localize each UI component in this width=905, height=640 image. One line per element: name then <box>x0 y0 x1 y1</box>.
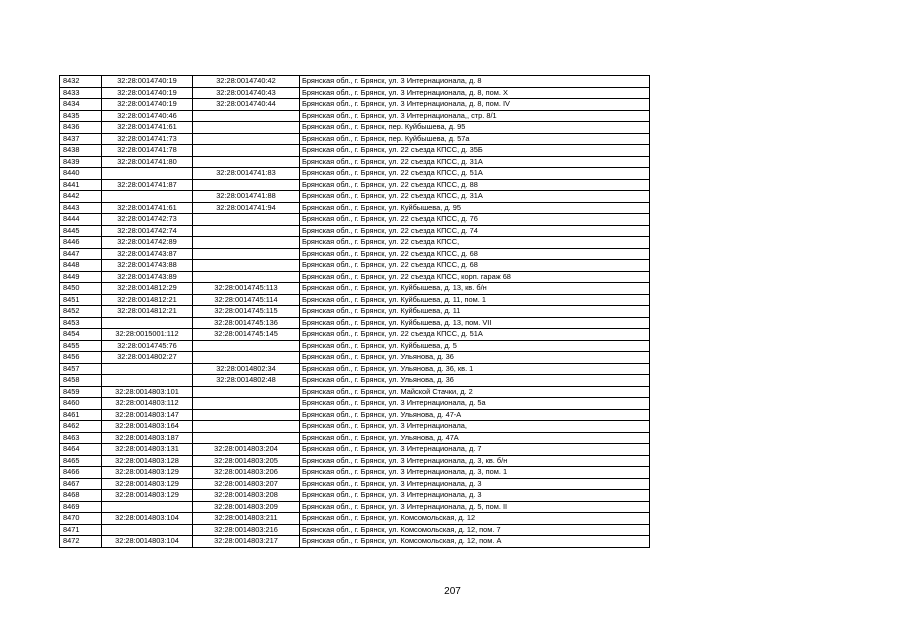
address-cell: Брянская обл., г. Брянск, ул. Комсомольская, д. 12, пом. 7 <box>300 524 650 536</box>
address-cell: Брянская обл., г. Брянск, ул. Ульянова, д. 36 <box>300 352 650 364</box>
cadastral-number-cell: 32:28:0014745:76 <box>102 340 193 352</box>
table-row <box>60 398 650 410</box>
cadastral-number-cell <box>102 317 193 329</box>
cadastral-object-cell <box>193 133 300 145</box>
cadastral-object-cell <box>193 260 300 272</box>
cadastral-object-cell: 32:28:0014741:83 <box>193 168 300 180</box>
row-number-cell: 8461 <box>60 409 102 421</box>
cadastral-number-cell: 32:28:0014802:27 <box>102 352 193 364</box>
address-cell: Брянская обл., г. Брянск, ул. Куйбышева, д. 11, пом. 1 <box>300 294 650 306</box>
page-number: 207 <box>444 586 461 597</box>
row-number-cell: 8465 <box>60 455 102 467</box>
cadastral-number-cell: 32:28:0014803:129 <box>102 478 193 490</box>
address-cell: Брянская обл., г. Брянск, ул. 22 съезда КПСС, корп. гараж 68 <box>300 271 650 283</box>
address-cell: Брянская обл., г. Брянск, ул. 22 съезда КПСС, д. 31А <box>300 156 650 168</box>
address-cell: Брянская обл., г. Брянск, ул. Ульянова, д. 36, кв. 1 <box>300 363 650 375</box>
cadastral-number-cell: 32:28:0014740:19 <box>102 87 193 99</box>
address-cell: Брянская обл., г. Брянск, ул. 22 съезда КПСС, д. 74 <box>300 225 650 237</box>
cadastral-number-cell: 32:28:0014740:19 <box>102 99 193 111</box>
cadastral-object-cell <box>193 352 300 364</box>
address-cell: Брянская обл., г. Брянск, ул. 3 Интернационала, д. 7 <box>300 444 650 456</box>
table-row <box>60 467 650 479</box>
cadastral-object-cell: 32:28:0014803:211 <box>193 513 300 525</box>
cadastral-object-cell: 32:28:0014741:88 <box>193 191 300 203</box>
row-number-cell: 8439 <box>60 156 102 168</box>
cadastral-number-cell <box>102 363 193 375</box>
cadastral-object-cell: 32:28:0014803:207 <box>193 478 300 490</box>
row-number-cell: 8451 <box>60 294 102 306</box>
address-cell: Брянская обл., г. Брянск, ул. 22 съезда КПСС, д. 88 <box>300 179 650 191</box>
cadastral-object-cell <box>193 340 300 352</box>
cadastral-object-cell <box>193 225 300 237</box>
cadastral-number-cell <box>102 168 193 180</box>
table-row <box>60 409 650 421</box>
row-number-cell: 8468 <box>60 490 102 502</box>
row-number-cell: 8436 <box>60 122 102 134</box>
property-register-table <box>59 75 650 548</box>
row-number-cell: 8450 <box>60 283 102 295</box>
cadastral-number-cell: 32:28:0014812:21 <box>102 294 193 306</box>
cadastral-number-cell: 32:28:0014740:46 <box>102 110 193 122</box>
address-cell: Брянская обл., г. Брянск, ул. Ульянова, д. 47А <box>300 432 650 444</box>
row-number-cell: 8471 <box>60 524 102 536</box>
address-cell: Брянская обл., г. Брянск, ул. Куйбышева, д. 95 <box>300 202 650 214</box>
cadastral-number-cell: 32:28:0014803:112 <box>102 398 193 410</box>
cadastral-object-cell: 32:28:0014803:204 <box>193 444 300 456</box>
table-row <box>60 145 650 157</box>
row-number-cell: 8458 <box>60 375 102 387</box>
row-number-cell: 8447 <box>60 248 102 260</box>
cadastral-object-cell: 32:28:0014745:136 <box>193 317 300 329</box>
cadastral-object-cell: 32:28:0014745:114 <box>193 294 300 306</box>
row-number-cell: 8466 <box>60 467 102 479</box>
table-row <box>60 248 650 260</box>
address-cell: Брянская обл., г. Брянск, ул. Ульянова, д. 36 <box>300 375 650 387</box>
cadastral-object-cell: 32:28:0014803:216 <box>193 524 300 536</box>
table-row <box>60 375 650 387</box>
table-row <box>60 501 650 513</box>
cadastral-object-cell: 32:28:0014741:94 <box>193 202 300 214</box>
row-number-cell: 8433 <box>60 87 102 99</box>
cadastral-object-cell: 32:28:0014803:217 <box>193 536 300 548</box>
cadastral-number-cell: 32:28:0014803:101 <box>102 386 193 398</box>
address-cell: Брянская обл., г. Брянск, ул. 22 съезда КПСС, д. 68 <box>300 260 650 272</box>
row-number-cell: 8442 <box>60 191 102 203</box>
row-number-cell: 8441 <box>60 179 102 191</box>
cadastral-object-cell: 32:28:0014803:205 <box>193 455 300 467</box>
row-number-cell: 8455 <box>60 340 102 352</box>
address-cell: Брянская обл., г. Брянск, ул. 3 Интернационала, д. 3 <box>300 490 650 502</box>
cadastral-object-cell: 32:28:0014740:43 <box>193 87 300 99</box>
row-number-cell: 8454 <box>60 329 102 341</box>
table-row <box>60 156 650 168</box>
cadastral-object-cell <box>193 386 300 398</box>
address-cell: Брянская обл., г. Брянск, ул. 22 съезда КПСС, д. 76 <box>300 214 650 226</box>
cadastral-object-cell <box>193 214 300 226</box>
table-row <box>60 317 650 329</box>
cadastral-number-cell: 32:28:0014803:129 <box>102 490 193 502</box>
cadastral-number-cell: 32:28:0014741:61 <box>102 122 193 134</box>
address-cell: Брянская обл., г. Брянск, ул. 22 съезда КПСС, д. 51А <box>300 168 650 180</box>
table-row <box>60 421 650 433</box>
cadastral-object-cell <box>193 248 300 260</box>
table-row <box>60 513 650 525</box>
address-cell: Брянская обл., г. Брянск, пер. Куйбышева, д. 57а <box>300 133 650 145</box>
row-number-cell: 8459 <box>60 386 102 398</box>
cadastral-object-cell <box>193 421 300 433</box>
row-number-cell: 8456 <box>60 352 102 364</box>
cadastral-number-cell <box>102 191 193 203</box>
cadastral-number-cell: 32:28:0014741:78 <box>102 145 193 157</box>
cadastral-number-cell: 32:28:0014741:61 <box>102 202 193 214</box>
address-cell: Брянская обл., г. Брянск, ул. 22 съезда КПСС, д. 31А <box>300 191 650 203</box>
table-row <box>60 191 650 203</box>
address-cell: Брянская обл., г. Брянск, ул. 22 съезда КПСС, д. 68 <box>300 248 650 260</box>
table-row <box>60 271 650 283</box>
row-number-cell: 8467 <box>60 478 102 490</box>
cadastral-number-cell: 32:28:0014741:80 <box>102 156 193 168</box>
row-number-cell: 8437 <box>60 133 102 145</box>
address-cell: Брянская обл., г. Брянск, ул. Куйбышева, д. 11 <box>300 306 650 318</box>
cadastral-number-cell: 32:28:0014803:164 <box>102 421 193 433</box>
cadastral-number-cell: 32:28:0014803:128 <box>102 455 193 467</box>
table-body <box>60 76 650 548</box>
table-row <box>60 133 650 145</box>
cadastral-object-cell: 32:28:0014745:115 <box>193 306 300 318</box>
address-cell: Брянская обл., г. Брянск, ул. Куйбышева, д. 5 <box>300 340 650 352</box>
table-row <box>60 386 650 398</box>
cadastral-number-cell: 32:28:0014743:89 <box>102 271 193 283</box>
table-row <box>60 214 650 226</box>
address-cell: Брянская обл., г. Брянск, ул. 3 Интернационала, д. 3, пом. 1 <box>300 467 650 479</box>
table-row <box>60 260 650 272</box>
cadastral-object-cell <box>193 271 300 283</box>
table-row <box>60 306 650 318</box>
cadastral-number-cell: 32:28:0014742:73 <box>102 214 193 226</box>
address-cell: Брянская обл., г. Брянск, ул. 3 Интернационала, д. 5, пом. II <box>300 501 650 513</box>
table-row <box>60 283 650 295</box>
row-number-cell: 8453 <box>60 317 102 329</box>
row-number-cell: 8444 <box>60 214 102 226</box>
address-cell: Брянская обл., г. Брянск, ул. Ульянова, д. 47-А <box>300 409 650 421</box>
cadastral-number-cell: 32:28:0014803:104 <box>102 513 193 525</box>
cadastral-object-cell <box>193 110 300 122</box>
address-cell: Брянская обл., г. Брянск, ул. 3 Интернационала, д. 3 <box>300 478 650 490</box>
table-row <box>60 536 650 548</box>
address-cell: Брянская обл., г. Брянск, ул. 3 Интернационала, д. 8, пом. X <box>300 87 650 99</box>
table-row <box>60 363 650 375</box>
table-row <box>60 110 650 122</box>
cadastral-number-cell: 32:28:0014803:104 <box>102 536 193 548</box>
row-number-cell: 8469 <box>60 501 102 513</box>
row-number-cell: 8435 <box>60 110 102 122</box>
address-cell: Брянская обл., г. Брянск, ул. Комсомольская, д. 12, пом. А <box>300 536 650 548</box>
cadastral-number-cell: 32:28:0014740:19 <box>102 76 193 88</box>
table-row <box>60 329 650 341</box>
address-cell: Брянская обл., г. Брянск, ул. Майской Стачки, д. 2 <box>300 386 650 398</box>
cadastral-object-cell <box>193 156 300 168</box>
row-number-cell: 8449 <box>60 271 102 283</box>
table-row <box>60 478 650 490</box>
cadastral-number-cell: 32:28:0014741:87 <box>102 179 193 191</box>
table-row <box>60 122 650 134</box>
table-row <box>60 202 650 214</box>
address-cell: Брянская обл., г. Брянск, ул. 3 Интернационала, <box>300 421 650 433</box>
row-number-cell: 8457 <box>60 363 102 375</box>
cadastral-number-cell: 32:28:0014803:147 <box>102 409 193 421</box>
cadastral-object-cell <box>193 145 300 157</box>
cadastral-number-cell: 32:28:0014742:74 <box>102 225 193 237</box>
row-number-cell: 8452 <box>60 306 102 318</box>
address-cell: Брянская обл., г. Брянск, ул. 22 съезда КПСС, д. 51А <box>300 329 650 341</box>
row-number-cell: 8446 <box>60 237 102 249</box>
row-number-cell: 8462 <box>60 421 102 433</box>
table-row <box>60 168 650 180</box>
address-cell: Брянская обл., г. Брянск, ул. 3 Интернационала, д. 8, пом. IV <box>300 99 650 111</box>
row-number-cell: 8443 <box>60 202 102 214</box>
cadastral-object-cell: 32:28:0014803:209 <box>193 501 300 513</box>
table-row <box>60 490 650 502</box>
cadastral-object-cell <box>193 398 300 410</box>
address-cell: Брянская обл., г. Брянск, ул. 3 Интернационала, д. 3, кв. б/н <box>300 455 650 467</box>
row-number-cell: 8472 <box>60 536 102 548</box>
cadastral-number-cell: 32:28:0014742:89 <box>102 237 193 249</box>
row-number-cell: 8445 <box>60 225 102 237</box>
cadastral-number-cell: 32:28:0014812:29 <box>102 283 193 295</box>
cadastral-number-cell <box>102 375 193 387</box>
table-row <box>60 294 650 306</box>
row-number-cell: 8432 <box>60 76 102 88</box>
row-number-cell: 8440 <box>60 168 102 180</box>
cadastral-object-cell: 32:28:0014740:42 <box>193 76 300 88</box>
row-number-cell: 8438 <box>60 145 102 157</box>
address-cell: Брянская обл., г. Брянск, ул. 3 Интернационала, д. 8 <box>300 76 650 88</box>
address-cell: Брянская обл., г. Брянск, ул. Комсомольская, д. 12 <box>300 513 650 525</box>
cadastral-number-cell: 32:28:0014803:187 <box>102 432 193 444</box>
row-number-cell: 8463 <box>60 432 102 444</box>
row-number-cell: 8434 <box>60 99 102 111</box>
address-cell: Брянская обл., г. Брянск, ул. Куйбышева, д. 13, кв. б/н <box>300 283 650 295</box>
table-row <box>60 237 650 249</box>
cadastral-object-cell: 32:28:0014740:44 <box>193 99 300 111</box>
cadastral-object-cell <box>193 122 300 134</box>
row-number-cell: 8464 <box>60 444 102 456</box>
table-row <box>60 340 650 352</box>
cadastral-number-cell: 32:28:0014812:21 <box>102 306 193 318</box>
row-number-cell: 8460 <box>60 398 102 410</box>
cadastral-number-cell: 32:28:0014803:131 <box>102 444 193 456</box>
cadastral-object-cell <box>193 179 300 191</box>
address-cell: Брянская обл., г. Брянск, ул. 3 Интернационала,, стр. 8/1 <box>300 110 650 122</box>
cadastral-object-cell: 32:28:0014803:208 <box>193 490 300 502</box>
table-row <box>60 76 650 88</box>
table-row <box>60 225 650 237</box>
table-row <box>60 524 650 536</box>
cadastral-object-cell: 32:28:0014802:34 <box>193 363 300 375</box>
address-cell: Брянская обл., г. Брянск, ул. 22 съезда КПСС, <box>300 237 650 249</box>
cadastral-number-cell: 32:28:0014743:87 <box>102 248 193 260</box>
table-row <box>60 87 650 99</box>
cadastral-object-cell: 32:28:0014745:113 <box>193 283 300 295</box>
cadastral-number-cell <box>102 501 193 513</box>
cadastral-object-cell <box>193 237 300 249</box>
cadastral-object-cell: 32:28:0014745:145 <box>193 329 300 341</box>
cadastral-number-cell: 32:28:0014741:73 <box>102 133 193 145</box>
address-cell: Брянская обл., г. Брянск, ул. Куйбышева, д. 13, пом. VII <box>300 317 650 329</box>
table-row <box>60 99 650 111</box>
cadastral-object-cell: 32:28:0014802:48 <box>193 375 300 387</box>
table-row <box>60 352 650 364</box>
table-row <box>60 432 650 444</box>
cadastral-object-cell: 32:28:0014803:206 <box>193 467 300 479</box>
address-cell: Брянская обл., г. Брянск, ул. 3 Интернационала, д. 5а <box>300 398 650 410</box>
row-number-cell: 8470 <box>60 513 102 525</box>
row-number-cell: 8448 <box>60 260 102 272</box>
address-cell: Брянская обл., г. Брянск, ул. 22 съезда КПСС, д. 35Б <box>300 145 650 157</box>
cadastral-number-cell: 32:28:0015001:112 <box>102 329 193 341</box>
cadastral-object-cell <box>193 432 300 444</box>
cadastral-object-cell <box>193 409 300 421</box>
cadastral-number-cell: 32:28:0014803:129 <box>102 467 193 479</box>
table-row <box>60 455 650 467</box>
table-row <box>60 444 650 456</box>
cadastral-number-cell <box>102 524 193 536</box>
table-row <box>60 179 650 191</box>
address-cell: Брянская обл., г. Брянск, пер. Куйбышева, д. 95 <box>300 122 650 134</box>
cadastral-number-cell: 32:28:0014743:88 <box>102 260 193 272</box>
